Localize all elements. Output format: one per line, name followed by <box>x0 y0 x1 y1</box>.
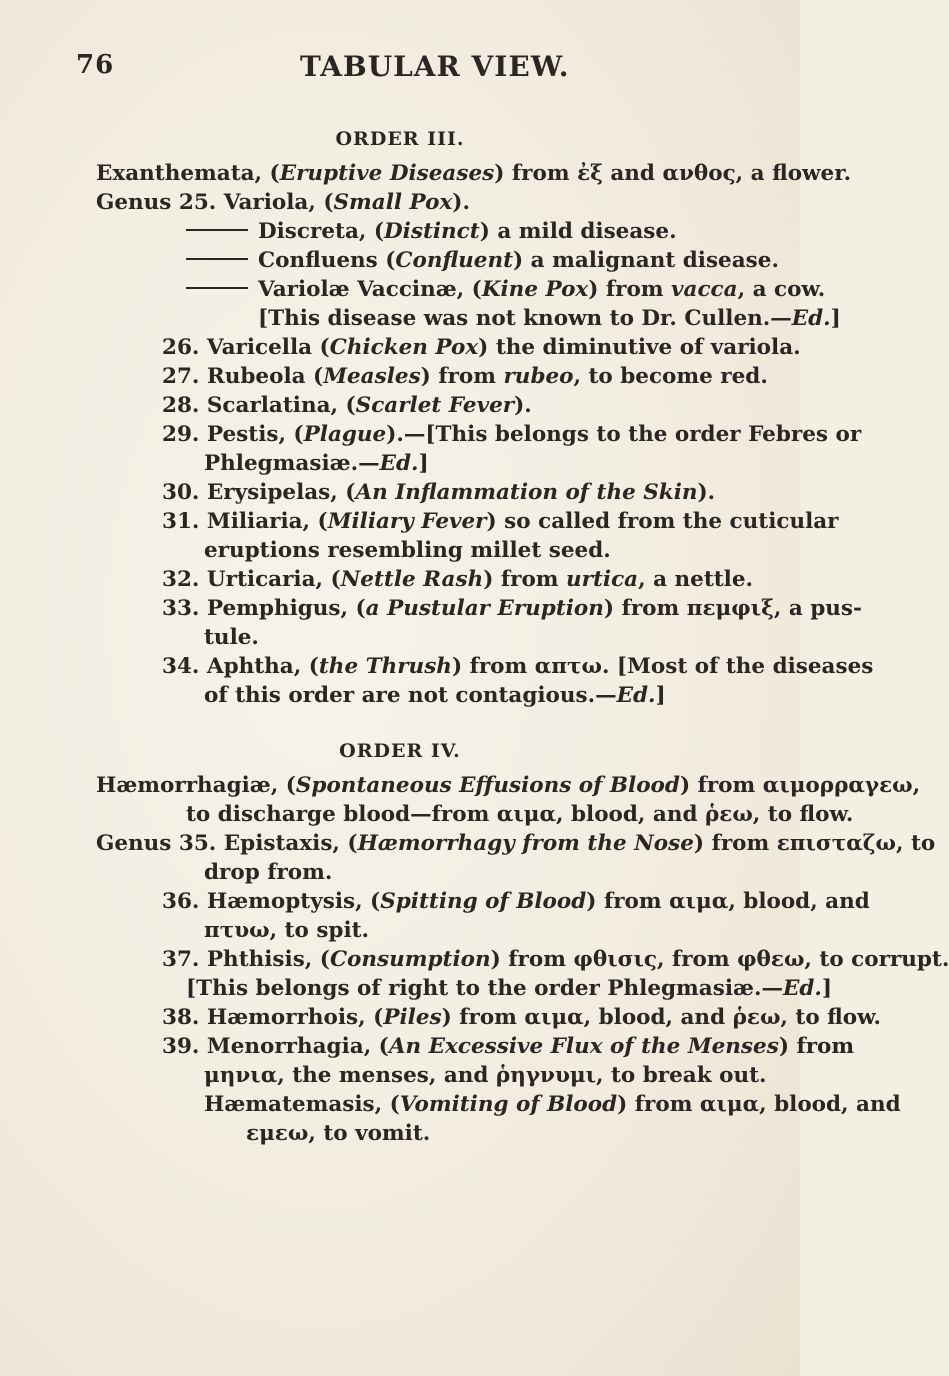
entry-39-continued: μηνια, the menses, and ῥηγνυμι, to break out. <box>204 1063 767 1088</box>
entry-34-continued: of this order are not contagious.—Ed.] <box>204 683 666 708</box>
entry-32-urticaria: 32. Urticaria, (Nettle Rash) from urtica, a nettle. <box>162 567 754 592</box>
entry-39-menorrhagia: 39. Menorrhagia, (An Excessive Flux of the Menses) from <box>162 1034 855 1059</box>
entry-haemorrhagiae: Hæmorrhagiæ, (Spontaneous Effusions of Blood) from αιμορραγεω, <box>96 773 921 798</box>
entry-34-aphtha: 34. Aphtha, (the Thrush) from απτω. [Most of the diseases <box>162 654 874 679</box>
editor-note-phlegmasiae: [This belongs of right to the order Phlegmasiæ.—Ed.] <box>186 976 833 1001</box>
entry-27-rubeola: 27. Rubeola (Measles) from rubeo, to become red. <box>162 364 768 389</box>
entry-haemorrhagiae-continued: to discharge blood—from αιμα, blood, and ῥεω, to flow. <box>186 802 854 827</box>
entry-confluens: Confluens (Confluent) a malignant disease. <box>186 247 779 275</box>
entry-35-continued: drop from. <box>204 860 333 885</box>
entry-31-miliaria: 31. Miliaria, (Miliary Fever) so called from the cuticular <box>162 509 839 534</box>
entry-26-varicella: 26. Varicella (Chicken Pox) the diminutive of variola. <box>162 335 801 360</box>
page-header <box>0 50 800 100</box>
entry-exanthemata: Exanthemata, (Eruptive Diseases) from ἐξ and ανθος, a flower. <box>96 161 852 186</box>
editor-note-cullen: [This disease was not known to Dr. Cullen.—Ed.] <box>258 306 841 331</box>
entry-36-continued: πτυω, to spit. <box>204 918 370 943</box>
entry-29-continued: Phlegmasiæ.—Ed.] <box>204 451 429 476</box>
entry-29-pestis: 29. Pestis, (Plague).—[This belongs to the order Febres or <box>162 422 862 447</box>
dash-rule <box>186 229 248 231</box>
order-iii-title: ORDER III. <box>335 128 465 150</box>
entry-discreta: Discreta, (Distinct) a mild disease. <box>186 218 677 246</box>
entry-38-haemorrhois: 38. Hæmorrhois, (Piles) from αιμα, blood, and ῥεω, to flow. <box>162 1005 881 1030</box>
dash-rule <box>186 287 248 289</box>
entry-30-erysipelas: 30. Erysipelas, (An Inflammation of the Skin). <box>162 480 716 505</box>
entry-36-haemoptysis: 36. Hæmoptysis, (Spitting of Blood) from αιμα, blood, and <box>162 889 870 914</box>
entry-haematemasis-continued: εμεω, to vomit. <box>246 1121 431 1146</box>
order-iv-title: ORDER IV. <box>339 740 461 762</box>
entry-genus-25-variola: Genus 25. Variola, (Small Pox). <box>96 190 470 215</box>
running-head: TABULAR VIEW. <box>300 50 570 83</box>
entry-28-scarlatina: 28. Scarlatina, (Scarlet Fever). <box>162 393 532 418</box>
entry-variolae-vaccinae: Variolæ Vaccinæ, (Kine Pox) from vacca, a cow. <box>186 276 825 304</box>
entry-33-continued: tule. <box>204 625 259 650</box>
dash-rule <box>186 258 248 260</box>
entry-genus-35-epistaxis: Genus 35. Epistaxis, (Hæmorrhagy from the Nose) from επισταζω, to <box>96 831 936 856</box>
entry-33-pemphigus: 33. Pemphigus, (a Pustular Eruption) from πεμφιξ, a pus- <box>162 596 862 621</box>
entry-31-continued: eruptions resembling millet seed. <box>204 538 611 563</box>
entry-haematemasis: Hæmatemasis, (Vomiting of Blood) from αιμα, blood, and <box>204 1092 901 1117</box>
entry-37-phthisis: 37. Phthisis, (Consumption) from φθισις, from φθεω, to corrupt. <box>162 947 949 972</box>
page-number: 76 <box>76 50 115 80</box>
